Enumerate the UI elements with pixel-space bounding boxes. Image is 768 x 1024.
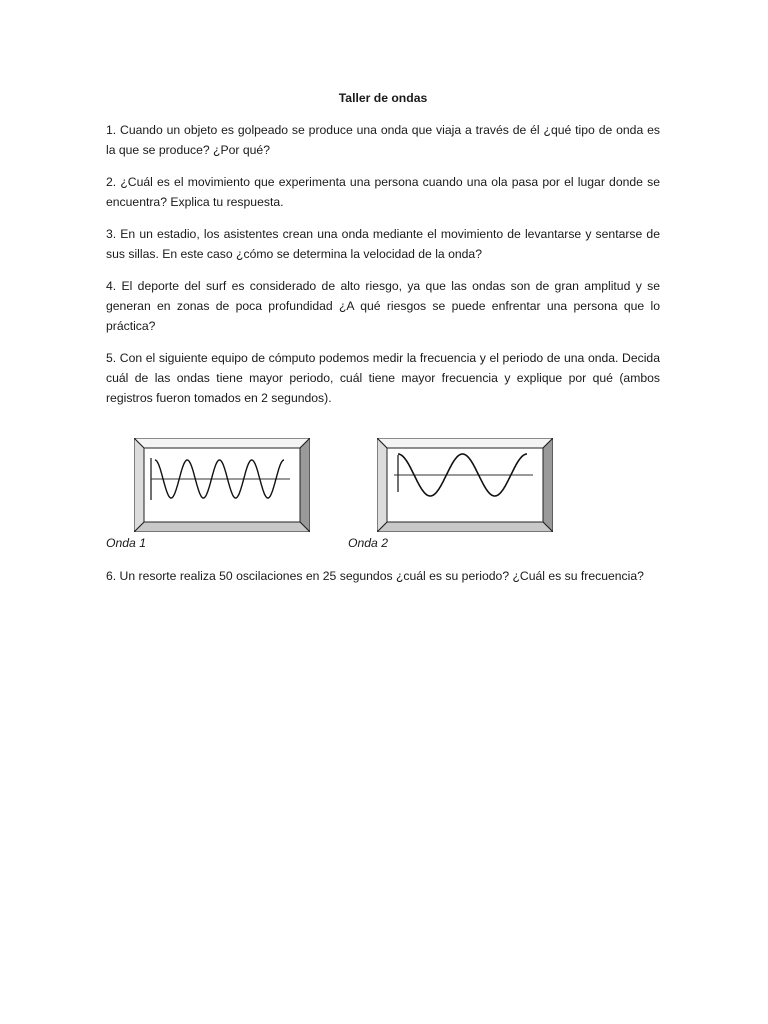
- question-4: 4. El deporte del surf es considerado de alto riesgo, ya que las ondas son de gran amplitud y se generan en zonas de poca profundidad ¿A qué riesgos se puede enfrentar una persona que lo práctica?: [106, 279, 660, 333]
- wave-figures: [106, 438, 660, 562]
- question-1: 1. Cuando un objeto es golpeado se produce una onda que viaja a través de él ¿qué tipo de onda es la que se produce? ¿Por qué?: [106, 123, 660, 157]
- question-5: 5. Con el siguiente equipo de cómputo podemos medir la frecuencia y el periodo de una onda. Decida cuál de las ondas tiene mayor periodo, cuál tiene mayor frecuencia y explique por qué (ambos registros fueron tomados en 2 segundos).: [106, 351, 660, 405]
- page-title: Taller de ondas: [338, 91, 428, 105]
- worksheet-page: [106, 88, 660, 598]
- wave-monitor-1: [134, 438, 310, 532]
- question-3: 3. En un estadio, los asistentes crean una onda mediante el movimiento de levantarse y sentarse de sus sillas. En este caso ¿cómo se determina la velocidad de la onda?: [106, 227, 660, 261]
- wave-screen-1: [144, 448, 300, 522]
- wave-caption-2: Onda 2: [348, 536, 388, 550]
- question-2: 2. ¿Cuál es el movimiento que experimenta una persona cuando una ola pasa por el lugar donde se encuentra? Explica tu respuesta.: [106, 175, 660, 209]
- wave-caption-1: Onda 1: [106, 536, 146, 550]
- wave-monitor-2: [377, 438, 553, 532]
- question-6: 6. Un resorte realiza 50 oscilaciones en 25 segundos ¿cuál es su periodo? ¿Cuál es su frecuencia?: [106, 569, 644, 583]
